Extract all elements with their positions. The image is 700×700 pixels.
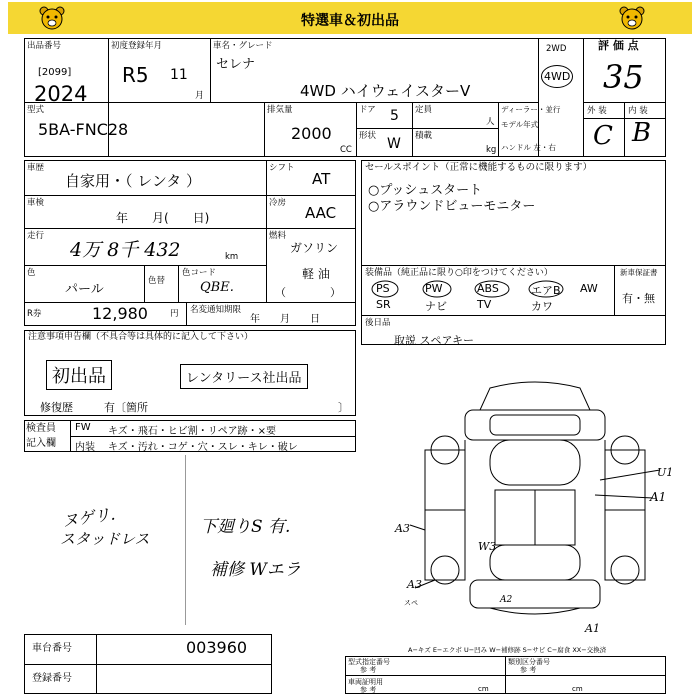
damage-mark: A1 — [585, 622, 600, 635]
fw-items: キズ・飛石・ヒビ割・リペア跡・×要 — [108, 426, 276, 437]
lot-small: [2099] — [38, 67, 72, 78]
damage-mark: A1 — [650, 490, 667, 504]
first-reg-label: 初度登録年月 — [111, 41, 163, 51]
car-damage-diagram — [395, 370, 675, 640]
ref-label: 参 考 — [360, 686, 377, 694]
mileage-value: 4万 8千 432 — [70, 239, 181, 261]
load-unit: kg — [486, 145, 497, 155]
shape-value: W — [387, 136, 401, 152]
selling-point-item: ○アラウンドビューモニター — [368, 199, 536, 214]
inspection-label: 車検 — [27, 198, 45, 208]
ext-label: 外 装 — [587, 106, 607, 116]
cm-label: cm — [572, 685, 583, 693]
int-label: 内 装 — [628, 106, 648, 116]
load-label: 積載 — [415, 131, 433, 141]
equip-abs: ABS — [477, 282, 499, 295]
capacity-unit: 人 — [486, 117, 495, 127]
drive-4wd: 4WD — [541, 65, 573, 88]
color-value: パール — [65, 282, 104, 297]
handwritten-note: 補修 Wエラ — [210, 560, 301, 580]
category-label: 類別区分番号 — [508, 658, 550, 666]
recycle-value: 12,980 — [92, 304, 148, 323]
aircon-value: AAC — [305, 204, 337, 222]
equip-pw: PW — [425, 282, 443, 295]
shift-label: シフト — [269, 163, 295, 173]
aircon-label: 冷房 — [269, 198, 287, 208]
eval-score: 35 — [603, 58, 644, 96]
repair-value: 有〔箇所 — [104, 401, 148, 414]
selling-points-label: セールスポイント（正常に機能するものに限ります） — [365, 162, 593, 173]
int-grade: B — [632, 118, 652, 148]
model-year-label: モデル年式 — [501, 120, 539, 129]
cm-label: cm — [478, 685, 489, 693]
grade: 4WD ハイウェイスターV — [300, 82, 471, 100]
eval-label: 評 価 点 — [598, 39, 639, 52]
stamp-rental-lease: レンタリース社出品 — [180, 364, 308, 389]
handwritten-note: ヌゲリ. — [61, 504, 117, 531]
drive-2wd: 2WD — [546, 44, 567, 54]
inspector-label: 検査員 — [26, 423, 56, 434]
damage-mark: A2 — [500, 595, 513, 605]
cert-label: 型式指定番号 — [348, 658, 390, 666]
history-label: 車歴 — [27, 163, 45, 173]
registration-label: 登録番号 — [32, 673, 72, 684]
color-swap-label: 色替 — [148, 276, 166, 286]
fuel-label: 燃料 — [269, 231, 287, 241]
equip-ps: PS — [376, 282, 390, 295]
month: 11 — [170, 67, 188, 83]
handwritten-note: 下廻りS 有. — [200, 517, 291, 537]
fuel-gasoline: ガソリン — [290, 241, 339, 255]
type-value: 5BA-FNC28 — [38, 120, 129, 139]
inspector-label: 記入欄 — [26, 438, 56, 449]
ref-label: 参 考 — [360, 666, 377, 674]
mileage-label: 走行 — [27, 231, 45, 241]
model-name: セレナ — [216, 57, 256, 72]
selling-point-item: ○プッシュスタート — [368, 183, 483, 198]
ref-label: 参 考 — [520, 666, 537, 674]
fuel-diesel: 軽 油 — [302, 267, 330, 281]
chassis-label: 車台番号 — [32, 643, 72, 654]
damage-mark: A3 — [395, 522, 410, 535]
shift-value: AT — [312, 170, 331, 188]
mileage-unit: km — [225, 252, 239, 262]
model-label: 車名・グレード — [213, 41, 273, 51]
warranty-value: 有・無 — [622, 292, 655, 305]
recycle-label: R券 — [27, 309, 42, 319]
equip-leather: カワ — [531, 300, 553, 313]
repair-label: 修復歴 — [40, 401, 73, 414]
chassis-number: 003960 — [186, 638, 248, 657]
notes-label: 注意事項申告欄（不具合等は具体的に記入して下さい） — [28, 332, 254, 342]
handle-label: ハンドル 左・右 — [501, 143, 556, 152]
damage-mark: U1 — [657, 466, 674, 479]
equip-tv: TV — [477, 298, 492, 311]
type-label: 型式 — [27, 105, 45, 115]
displacement-unit: CC — [340, 145, 352, 155]
door-label: ドア — [359, 105, 376, 115]
vin-label: 車両証明用 — [348, 678, 383, 686]
lot-number: 2024 — [34, 82, 88, 106]
fuel-other: （ ） — [275, 286, 341, 299]
banner-title: 特選車＆初出品 — [301, 13, 399, 29]
stamp-first-listing: 初出品 — [46, 360, 112, 390]
damage-mark: W3 — [478, 540, 497, 553]
shape-label: 形状 — [359, 131, 377, 141]
ext-grade: C — [593, 121, 613, 151]
options-label: 後日品 — [365, 318, 391, 328]
handwritten-note: スタッドレス — [60, 530, 150, 548]
dealer-label: ディーラー・並行 — [501, 105, 561, 114]
equip-airbag: エアB — [531, 284, 561, 297]
equipment-circles — [361, 265, 614, 315]
interior-items: キズ・汚れ・コゲ・穴・スレ・キレ・破レ — [108, 442, 298, 453]
displacement-label: 排気量 — [267, 105, 293, 115]
month-unit: 月 — [195, 91, 205, 101]
repair-close: 〕 — [338, 401, 349, 414]
equipment-label: 装備品（純正品に限り○印をつけてください） — [365, 268, 553, 278]
history-value: 自家用・（ レンタ ） — [65, 172, 202, 190]
damage-mark: A3 — [407, 578, 422, 591]
interior-label: 内装 — [75, 442, 95, 453]
damage-legend: A−キズ E−エクボ U−凹み W−補修跡 S−サビ C−腐食 XX−交換済 — [408, 646, 607, 654]
color-code: QBE. — [200, 280, 234, 295]
color-code-label: 色コード — [182, 268, 217, 278]
era: R5 — [122, 63, 149, 87]
equip-sr: SR — [376, 298, 391, 311]
capacity-label: 定員 — [415, 105, 433, 115]
diagram-note: スペ — [404, 599, 418, 607]
bear-mascot-icon — [618, 6, 646, 30]
notice-label: 名変通知期限 — [190, 305, 242, 315]
color-label: 色 — [27, 268, 36, 278]
lot-label: 出品番号 — [27, 41, 62, 51]
displacement-value: 2000 — [291, 124, 332, 143]
inspection-value: 年 月( 日) — [116, 211, 210, 225]
recycle-unit: 円 — [170, 309, 179, 319]
notice-value: 年 月 日 — [250, 314, 320, 325]
door-value: 5 — [390, 108, 399, 124]
options-value: 取説 スペアキー — [394, 334, 475, 347]
equip-aw: AW — [580, 282, 598, 295]
equip-navi: ナビ — [425, 300, 447, 313]
fw-label: FW — [75, 422, 91, 433]
title-banner — [8, 2, 692, 34]
warranty-label: 新車保証書 — [620, 268, 658, 277]
